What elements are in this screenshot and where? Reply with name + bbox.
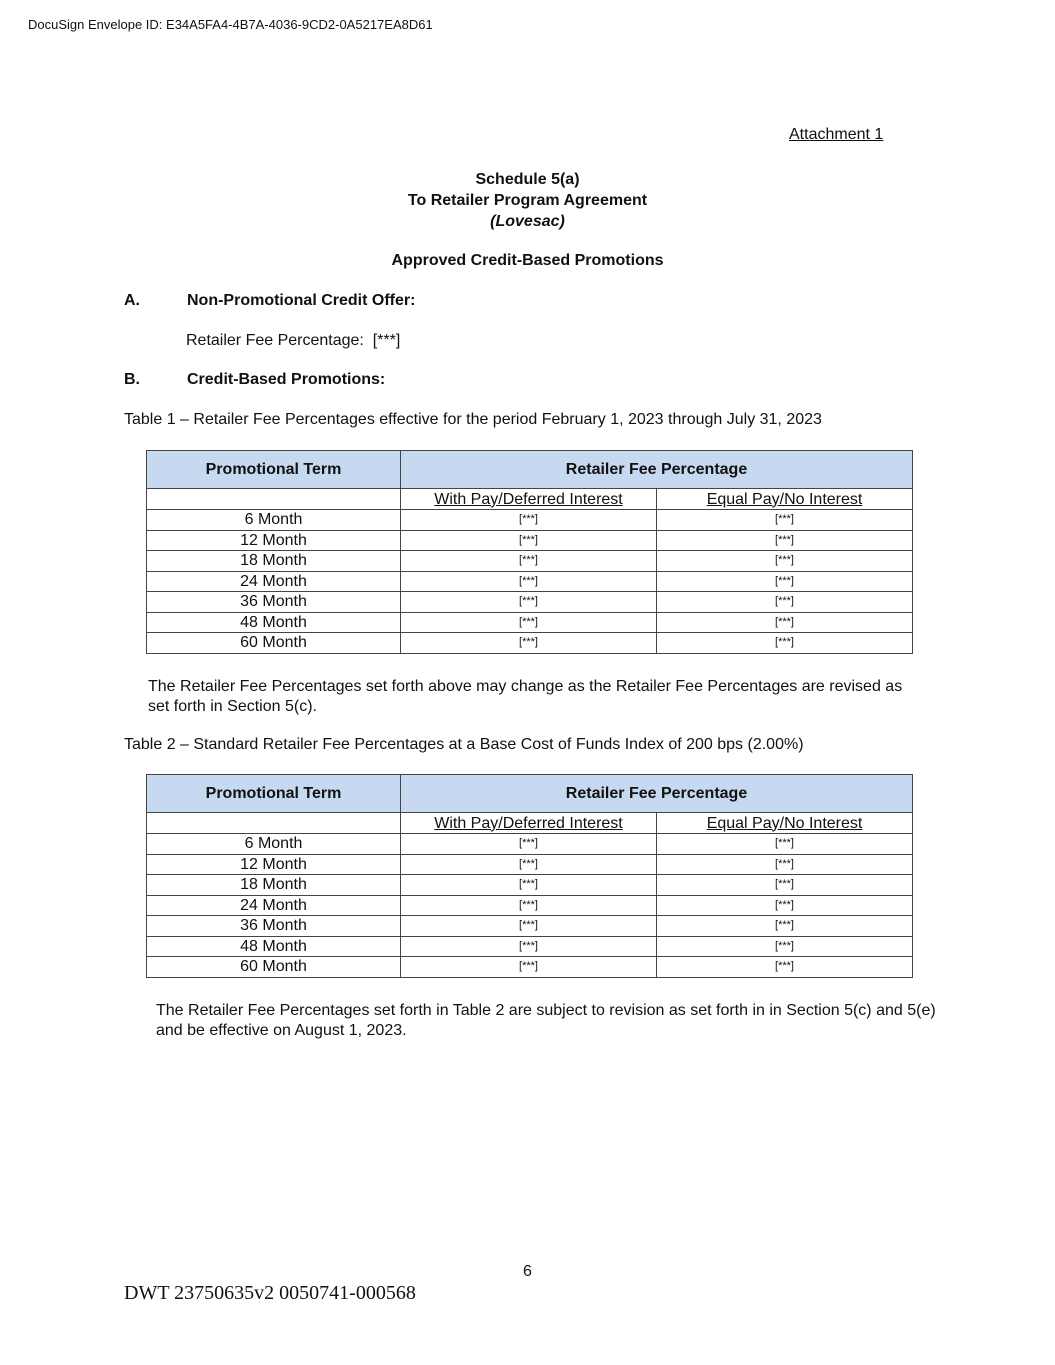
party-name: (Lovesac) xyxy=(490,213,565,230)
table-row xyxy=(147,895,913,916)
deferred-interest-cell: [***] xyxy=(401,633,657,654)
header-retailer-fee: Retailer Fee Percentage xyxy=(401,451,913,489)
deferred-interest-cell: [***] xyxy=(401,854,657,875)
table-2 xyxy=(146,774,913,978)
deferred-interest-cell: [***] xyxy=(401,936,657,957)
subheader-empty xyxy=(147,813,401,834)
subheader-row xyxy=(147,489,913,510)
equal-pay-cell: [***] xyxy=(657,571,913,592)
subheader-cell xyxy=(657,813,913,834)
equal-pay-cell: [***] xyxy=(657,530,913,551)
equal-pay-cell: [***] xyxy=(657,875,913,896)
header-row xyxy=(147,775,913,813)
table2-note: The Retailer Fee Percentages set forth in Table 2 are subject to revision as set forth in in Section 5(c) and 5(e) and be effective on August 1, 2023. xyxy=(156,1002,936,1039)
equal-pay-cell: [***] xyxy=(657,936,913,957)
table-row xyxy=(147,612,913,633)
subheader-cell xyxy=(657,489,913,510)
term-cell: 48 Month xyxy=(147,612,401,633)
subheader-deferred-interest: With Pay/Deferred Interest xyxy=(434,490,623,508)
deferred-interest-cell: [***] xyxy=(401,571,657,592)
term-cell: 36 Month xyxy=(147,592,401,613)
term-cell: 6 Month xyxy=(147,510,401,531)
section-a-title: Non-Promotional Credit Offer: xyxy=(187,292,416,309)
table-row xyxy=(147,571,913,592)
term-cell: 60 Month xyxy=(147,633,401,654)
equal-pay-cell: [***] xyxy=(657,612,913,633)
term-cell: 12 Month xyxy=(147,854,401,875)
term-cell: 18 Month xyxy=(147,875,401,896)
document-footer: DWT 23750635v2 0050741-000568 xyxy=(124,1282,416,1304)
table-row xyxy=(147,551,913,572)
section-a-letter: A. xyxy=(124,292,140,309)
table2-caption: Table 2 – Standard Retailer Fee Percentages at a Base Cost of Funds Index of 200 bps (2.00%) xyxy=(124,736,804,753)
deferred-interest-cell: [***] xyxy=(401,875,657,896)
term-cell: 12 Month xyxy=(147,530,401,551)
table-row xyxy=(147,834,913,855)
table-1 xyxy=(146,450,913,654)
term-cell: 36 Month xyxy=(147,916,401,937)
table-row xyxy=(147,936,913,957)
equal-pay-cell: [***] xyxy=(657,854,913,875)
deferred-interest-cell: [***] xyxy=(401,895,657,916)
subheader-row xyxy=(147,813,913,834)
section-b-letter: B. xyxy=(124,371,140,388)
term-cell: 60 Month xyxy=(147,957,401,978)
term-cell: 24 Month xyxy=(147,571,401,592)
term-cell: 24 Month xyxy=(147,895,401,916)
subheader-equal-pay: Equal Pay/No Interest xyxy=(706,490,863,508)
table-row xyxy=(147,854,913,875)
table-row xyxy=(147,592,913,613)
term-cell: 6 Month xyxy=(147,834,401,855)
schedule-title: Schedule 5(a) xyxy=(475,171,580,188)
table-row xyxy=(147,875,913,896)
subheader-equal-pay: Equal Pay/No Interest xyxy=(706,814,863,832)
table1-note: The Retailer Fee Percentages set forth above may change as the Retailer Fee Percentages are revised as set forth in Section 5(c). xyxy=(148,678,903,715)
attachment-label: Attachment 1 xyxy=(789,126,884,143)
equal-pay-cell: [***] xyxy=(657,592,913,613)
section-b-title: Credit-Based Promotions: xyxy=(187,371,386,388)
table-row xyxy=(147,633,913,654)
equal-pay-cell: [***] xyxy=(657,834,913,855)
agreement-title: To Retailer Program Agreement xyxy=(407,192,648,209)
table1-caption: Table 1 – Retailer Fee Percentages effective for the period February 1, 2023 through July 31, 2023 xyxy=(124,411,822,428)
page-number: 6 xyxy=(523,1263,532,1280)
term-cell: 48 Month xyxy=(147,936,401,957)
section-a-text: Retailer Fee Percentage: [***] xyxy=(186,332,401,349)
deferred-interest-cell: [***] xyxy=(401,592,657,613)
table-row xyxy=(147,916,913,937)
header-retailer-fee: Retailer Fee Percentage xyxy=(401,775,913,813)
table-row xyxy=(147,957,913,978)
equal-pay-cell: [***] xyxy=(657,957,913,978)
equal-pay-cell: [***] xyxy=(657,510,913,531)
equal-pay-cell: [***] xyxy=(657,633,913,654)
page-heading: Approved Credit-Based Promotions xyxy=(391,252,664,269)
table-row xyxy=(147,510,913,531)
table-row xyxy=(147,530,913,551)
deferred-interest-cell: [***] xyxy=(401,510,657,531)
deferred-interest-cell: [***] xyxy=(401,530,657,551)
deferred-interest-cell: [***] xyxy=(401,916,657,937)
header-promotional-term: Promotional Term xyxy=(147,775,401,813)
equal-pay-cell: [***] xyxy=(657,895,913,916)
header-promotional-term: Promotional Term xyxy=(147,451,401,489)
equal-pay-cell: [***] xyxy=(657,916,913,937)
equal-pay-cell: [***] xyxy=(657,551,913,572)
subheader-deferred-interest: With Pay/Deferred Interest xyxy=(434,814,623,832)
deferred-interest-cell: [***] xyxy=(401,957,657,978)
deferred-interest-cell: [***] xyxy=(401,834,657,855)
deferred-interest-cell: [***] xyxy=(401,612,657,633)
term-cell: 18 Month xyxy=(147,551,401,572)
subheader-cell xyxy=(401,489,657,510)
subheader-empty xyxy=(147,489,401,510)
header-row xyxy=(147,451,913,489)
envelope-id: DocuSign Envelope ID: E34A5FA4-4B7A-4036-9CD2-0A5217EA8D61 xyxy=(28,17,433,32)
deferred-interest-cell: [***] xyxy=(401,551,657,572)
subheader-cell xyxy=(401,813,657,834)
